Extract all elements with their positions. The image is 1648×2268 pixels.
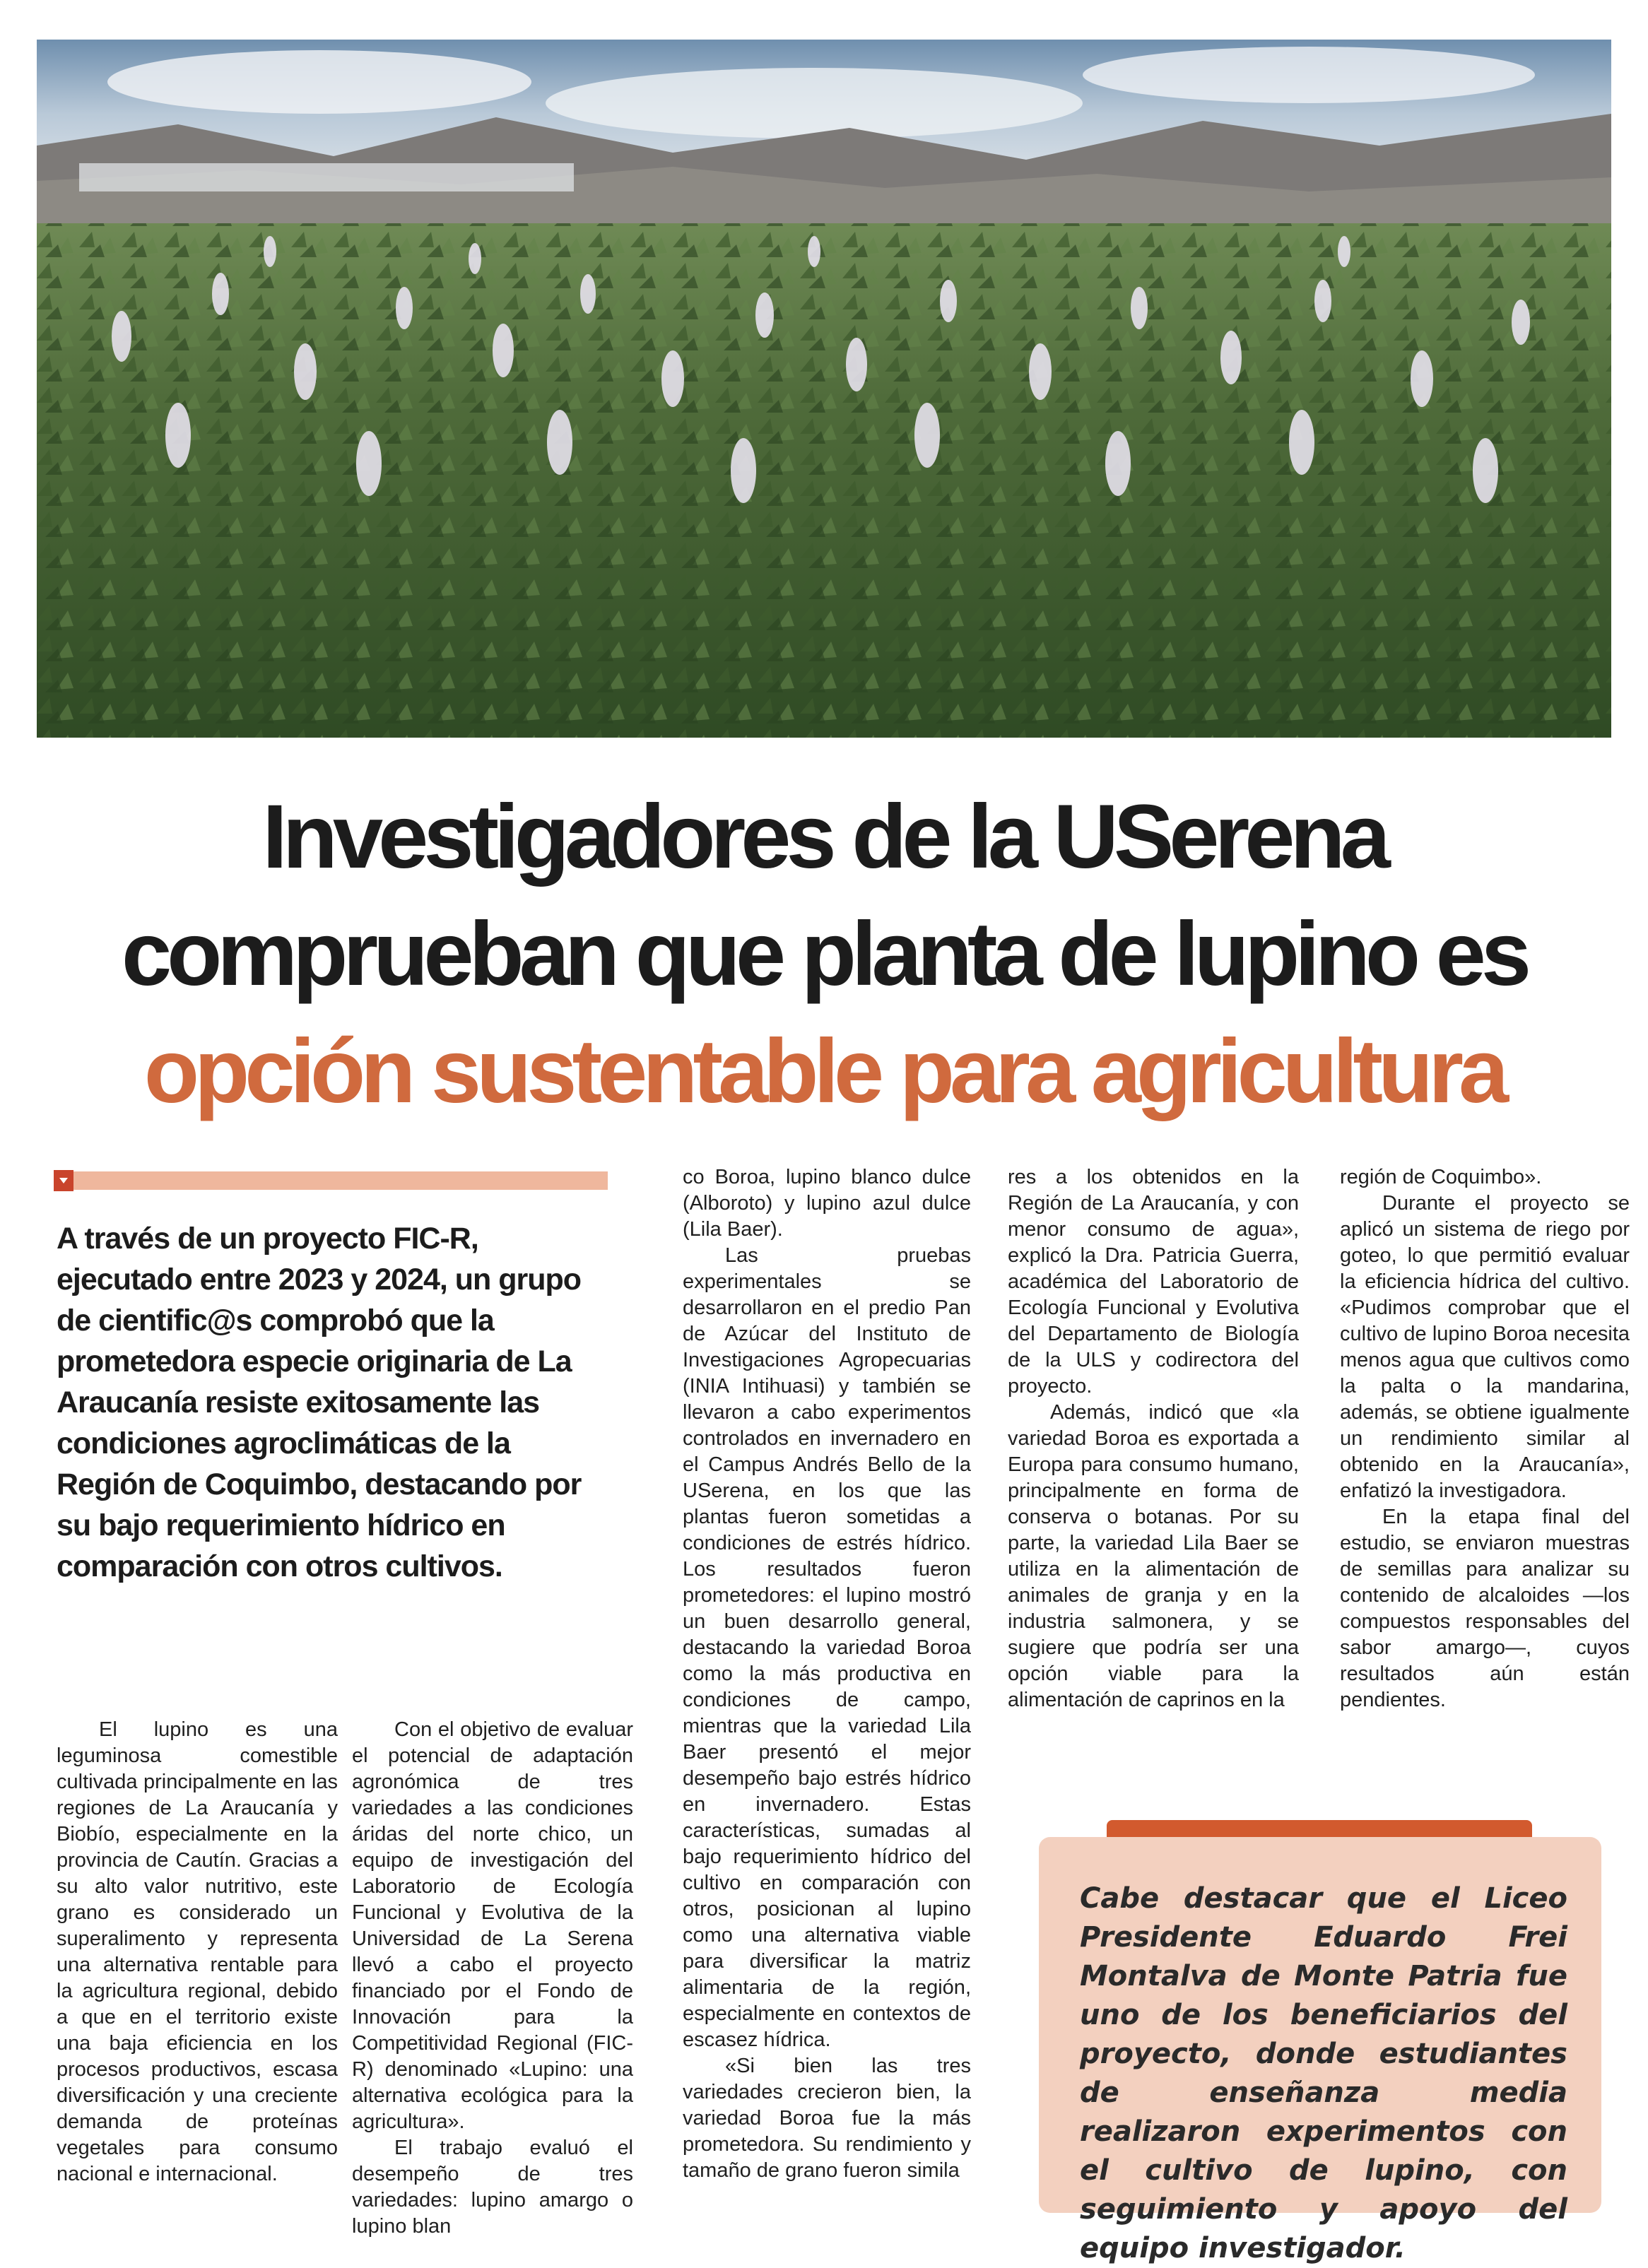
body-paragraph: «Si bien las tres variedades crecieron bien, la variedad Boroa fue la más prometedora. Su rendimiento y tamaño de grano fueron simila [683, 2055, 971, 2182]
headline-line-3: opción sustentable para agricultura [143, 1021, 1505, 1122]
body-paragraph: res a los obtenidos en la Región de La Araucanía, y con menor consumo de agua», explicó la Dra. Patricia Guerra, académica del Laboratorio de Ecología Funcional y Evolutiva del Departamento de Biología de la ULS y codirectora del proyecto. [1008, 1166, 1299, 1398]
highlight-text: Cabe destacar que el Liceo Presidente Eduardo Frei Montalva de Monte Patria fue uno de los beneficiarios del proyecto, donde estudiantes de enseñanza media realizaron experimentos con el cultivo de lupino, con seguimiento y apoyo del equipo investigador. [1080, 1882, 1567, 2264]
body-column-4 [1008, 1164, 1299, 1713]
body-paragraph: El lupino es una leguminosa comestible cultivada principalmente en las regiones de La Araucanía y Biobío, especialmente en la provincia de Cautín. Gracias a su alto valor nutritivo, este grano es considerado un superalimento y representa una alternativa rentable para la agricultura regional, debido a que en el territorio existe una baja eficiencia en los procesos productivos, escasa diversificación y una creciente demanda de proteínas vegetales para consumo nacional e internacional. [57, 1718, 338, 2185]
body-column-2 [352, 1717, 633, 2240]
body-paragraph: región de Coquimbo». [1340, 1166, 1542, 1188]
body-paragraph: El trabajo evaluó el desempeño de tres variedades: lupino amargo o lupino blan [352, 2137, 633, 2238]
highlight-box-tab [1107, 1820, 1532, 1838]
hero-photo [37, 40, 1611, 738]
body-paragraph: En la etapa final del estudio, se enviaron muestras de semillas para analizar su contenido de alcaloides —los compuestos responsables del sabor amargo—, cuyos resultados aún están pendientes. [1340, 1506, 1630, 1711]
triangle-down-icon [54, 1170, 73, 1191]
lead-paragraph: A través de un proyecto FIC-R, ejecutado entre 2023 y 2024, un grupo de cientific@s comprobó que la prometedora especie originaria de La Araucanía resiste exitosamente las condiciones agroclimáticas de la Región de Coquimbo, destacando por su bajo requerimiento hídrico en comparación con otros cultivos. [57, 1222, 582, 1583]
body-paragraph: Con el objetivo de evaluar el potencial de adaptación agronómica de tres variedades a las condiciones áridas del norte chico, un equipo de investigación del Laboratorio de Ecología Funcional y Evolutiva de la Universidad de La Serena llevó a cabo el proyecto financiado por el Fondo de Innovación para la Competitividad Regional (FIC-R) denominado «Lupino: una alternativa ecológica para la agricultura». [352, 1718, 633, 2133]
lupin-field-photo [37, 40, 1611, 738]
body-paragraph: Además, indicó que «la variedad Boroa es exportada a Europa para consumo humano, principalmente en forma de conserva o botanas. Por su parte, la variedad Lila Baer se utiliza en la alimentación de animales de granja y en la industria salmonera, y se sugiere que podría ser una opción viable para la alimentación de caprinos en la [1008, 1401, 1299, 1711]
body-paragraph: Durante el proyecto se aplicó un sistema de riego por goteo, lo que permitió evaluar la eficiencia hídrica del cultivo. «Pudimos comprobar que el cultivo de lupino Boroa necesita menos agua que cultivos como la palta o la mandarina, además, se obtiene igualmente un rendimiento similar al obtenido en la Araucanía», enfatizó la investigadora. [1340, 1192, 1630, 1502]
body-column-5 [1340, 1164, 1630, 1713]
body-column-3 [683, 1164, 971, 2184]
lead-rule [54, 1171, 608, 1190]
headline-line-1: Investigadores de la USerena [262, 786, 1386, 887]
body-column-1 [57, 1717, 338, 2187]
headline [0, 779, 1648, 1130]
headline-line-2: comprueban que planta de lupino es [121, 904, 1527, 1005]
body-paragraph: Las pruebas experimentales se desarrollaron en el predio Pan de Azúcar del Instituto de Investigaciones Agropecuarias (INIA Intihuasi) y también se llevaron a cabo experimentos controlados en invernadero en el Campus Andrés Bello de la USerena, en los que las plantas fueron sometidas a condiciones de estrés hídrico. Los resultados fueron prometedores: el lupino mostró un buen desarrollo general, destacando la variedad Boroa como la más productiva en condiciones de campo, mientras que la variedad Lila Baer presentó el mejor desempeño bajo estrés hídrico en invernadero. Estas características, sumadas al bajo requerimiento hídrico del cultivo en comparación con otros, posicionan al lupino como una alternativa viable para diversificar la matriz alimentaria de la región, especialmente en contextos de escasez hídrica. [683, 1244, 971, 2051]
body-paragraph: co Boroa, lupino blanco dulce (Alboroto) y lupino azul dulce (Lila Baer). [683, 1166, 971, 1241]
